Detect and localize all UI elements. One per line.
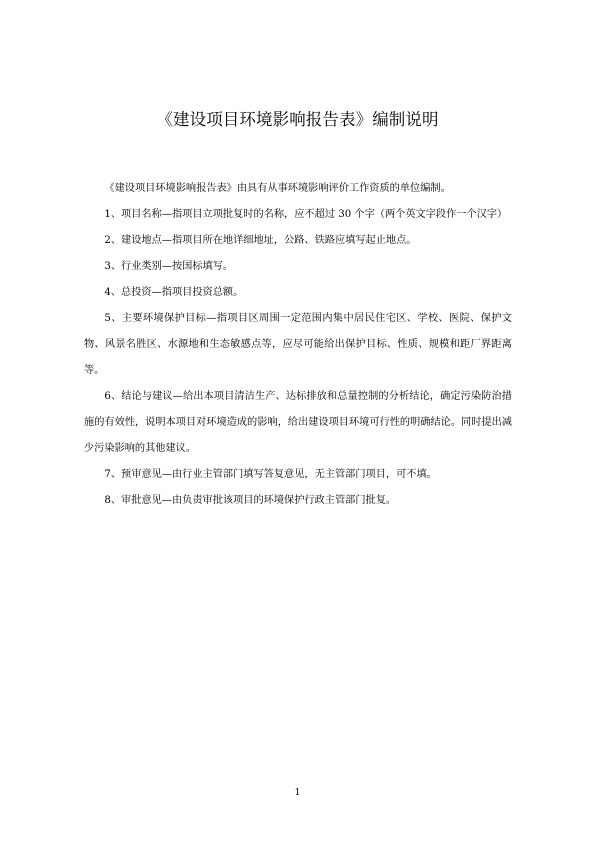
document-body <box>84 176 512 514</box>
item-industry-category: 3、行业类别—按国标填写。 <box>104 261 234 272</box>
item-conclusions-suggestions: 6、结论与建议—给出本项目清洁生产、达标排放和总量控制的分析结论，确定污染防治措施的有效性，说明本项目对环境造成的影响，给出建设项目环境可行性的明确结论。同时提出减少污染影响的其他建议。 <box>84 391 512 454</box>
page-number: 1 <box>294 788 301 798</box>
item-preliminary-review: 7、预审意见—由行业主管部门填写答复意见，无主管部门项目，可不填。 <box>104 469 437 480</box>
item-construction-location: 2、建设地点—指项目所在地详细地址，公路、铁路应填写起止地点。 <box>104 235 417 246</box>
item-project-name: 1、项目名称—指项目立项批复时的名称，应不超过 30 个字（两个英文字段作一个汉字） <box>104 209 508 220</box>
item-protection-targets: 5、主要环境保护目标—指项目区周围一定范围内集中居民住宅区、学校、医院、保护文物、风景名胜区、水源地和生态敏感点等，应尽可能给出保护目标、性质、规模和距厂界距离等。 <box>84 313 512 376</box>
item-approval-opinion: 8、审批意见—由负责审批该项目的环境保护行政主管部门批复。 <box>104 495 397 506</box>
page-title: 《建设项目环境影响报告表》编制说明 <box>156 110 439 129</box>
item-total-investment: 4、总投资—指项目投资总额。 <box>104 287 244 298</box>
intro-paragraph: 《建设项目环境影响报告表》由具有从事环境影响评价工作资质的单位编制。 <box>104 183 451 194</box>
